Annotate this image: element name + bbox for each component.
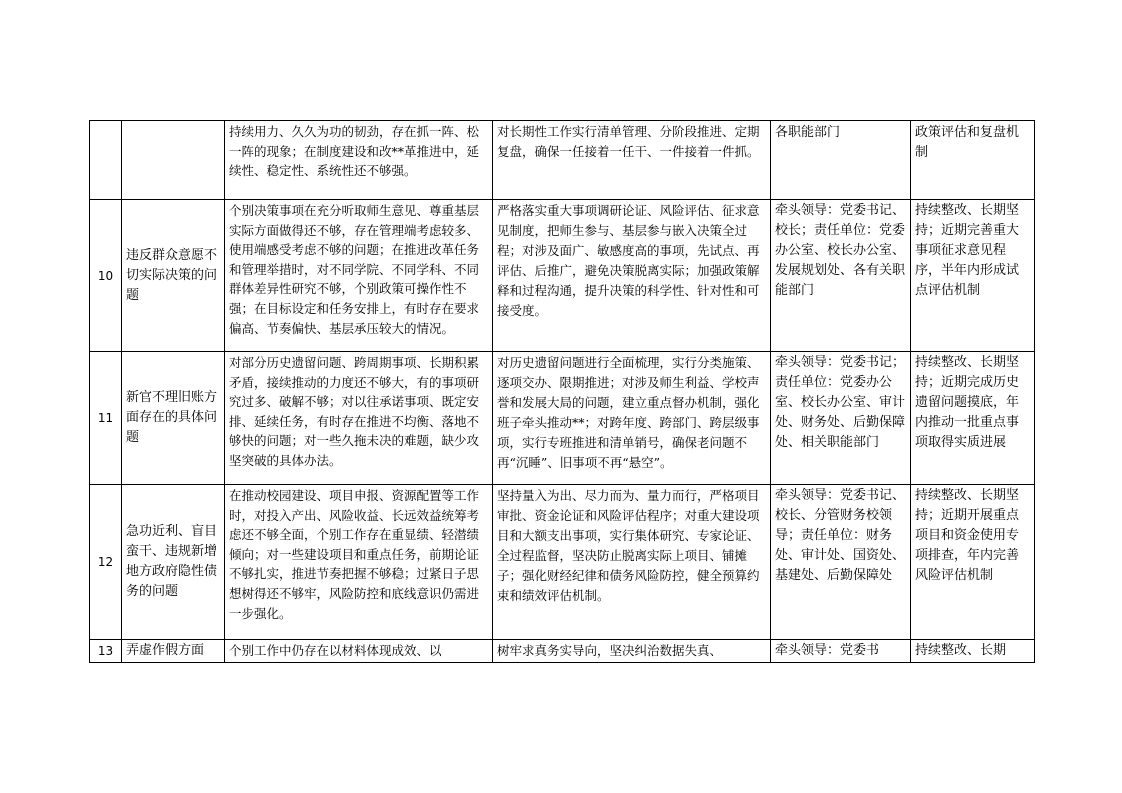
timeline: 政策评估和复盘机制 [911,121,1035,200]
rectification-measures: 严格落实重大事项调研论证、风险评估、征求意见制度，把师生参与、基层参与嵌入决策全过程；对涉及面广、敏感度高的事项，先试点、再评估、后推广，避免决策脱离实际；加强政策解释和过程沟通，提升决策的科学性、针对性和可接受度。 [493,200,771,352]
timeline: 持续整改、长期坚持；近期完善重大事项征求意见程序，半年内形成试点评估机制 [911,200,1035,352]
responsible-unit: 牵头领导：党委书记、校长、分管财务校领导；责任单位：财务处、审计处、国资处、基建处、后勤保障处 [771,485,911,640]
responsible-unit: 各职能部门 [771,121,911,200]
table-row [90,640,1035,663]
problem-description: 持续用力、久久为功的韧劲，存在抓一阵、松一阵的现象；在制度建设和改**革推进中，延续性、稳定性、系统性还不够强。 [225,121,493,200]
problem-title [122,121,225,200]
rectification-measures: 树牢求真务实导向，坚决纠治数据失真、 [493,640,771,663]
problem-description: 在推动校园建设、项目申报、资源配置等工作时，对投入产出、风险收益、长远效益统筹考虑还不够全面，个别工作存在重显绩、轻潜绩倾向；对一些建设项目和重点任务，前期论证不够扎实，推进节奏把握不够稳；过紧日子思想树得还不够牢，风险防控和底线意识仍需进一步强化。 [225,485,493,640]
problem-title: 新官不理旧账方面存在的具体问题 [122,352,225,485]
problem-description: 对部分历史遗留问题、跨周期事项、长期积累矛盾，接续推动的力度还不够大，有的事项研究过多、破解不够；对以往承诺事项、既定安排、延续任务，有时存在推进不均衡、落地不够快的问题；对一些久拖未决的难题，缺少攻坚突破的具体办法。 [225,352,493,485]
timeline: 持续整改、长期 [911,640,1035,663]
problem-title: 弄虚作假方面 [122,640,225,663]
problem-description: 个别决策事项在充分听取师生意见、尊重基层实际方面做得还不够，存在管理端考虑较多、使用端感受考虑不够的问题；在推进改革任务和管理举措时，对不同学院、不同学科、不同群体差异性研究不够，个别政策可操作性不强；在目标设定和任务安排上，有时存在要求偏高、节奏偏快、基层承压较大的情况。 [225,200,493,352]
rectification-table [89,120,1035,663]
table-row [90,485,1035,640]
row-number: 11 [90,352,122,485]
row-number [90,121,122,200]
responsible-unit: 牵头领导：党委书记；责任单位：党委办公室、校长办公室、审计处、财务处、后勤保障处、相关职能部门 [771,352,911,485]
table-row [90,200,1035,352]
problem-title: 违反群众意愿不切实际决策的问题 [122,200,225,352]
row-number: 13 [90,640,122,663]
problem-title: 急功近利、盲目蛮干、违规新增地方政府隐性债务的问题 [122,485,225,640]
responsible-unit: 牵头领导：党委书 [771,640,911,663]
timeline: 持续整改、长期坚持；近期完成历史遗留问题摸底，年内推动一批重点事项取得实质进展 [911,352,1035,485]
problem-description: 个别工作中仍存在以材料体现成效、以 [225,640,493,663]
row-number: 10 [90,200,122,352]
table-row [90,352,1035,485]
row-number: 12 [90,485,122,640]
responsible-unit: 牵头领导：党委书记、校长；责任单位：党委办公室、校长办公室、发展规划处、各有关职能部门 [771,200,911,352]
rectification-measures: 对历史遗留问题进行全面梳理，实行分类施策、逐项交办、限期推进；对涉及师生利益、学校声誉和发展大局的问题，建立重点督办机制，强化班子牵头推动**；对跨年度、跨部门、跨层级事项，实行专班推进和清单销号，确保老问题不再“沉睡”、旧事项不再“悬空”。 [493,352,771,485]
timeline: 持续整改、长期坚持；近期开展重点项目和资金使用专项排查，年内完善风险评估机制 [911,485,1035,640]
table-row [90,121,1035,200]
rectification-measures: 坚持量入为出、尽力而为、量力而行，严格项目审批、资金论证和风险评估程序；对重大建设项目和大额支出事项，实行集体研究、专家论证、全过程监督，坚决防止脱离实际上项目、铺摊子；强化财经纪律和债务风险防控，健全预算约束和绩效评估机制。 [493,485,771,640]
rectification-measures: 对长期性工作实行清单管理、分阶段推进、定期复盘，确保一任接着一任干、一件接着一件抓。 [493,121,771,200]
